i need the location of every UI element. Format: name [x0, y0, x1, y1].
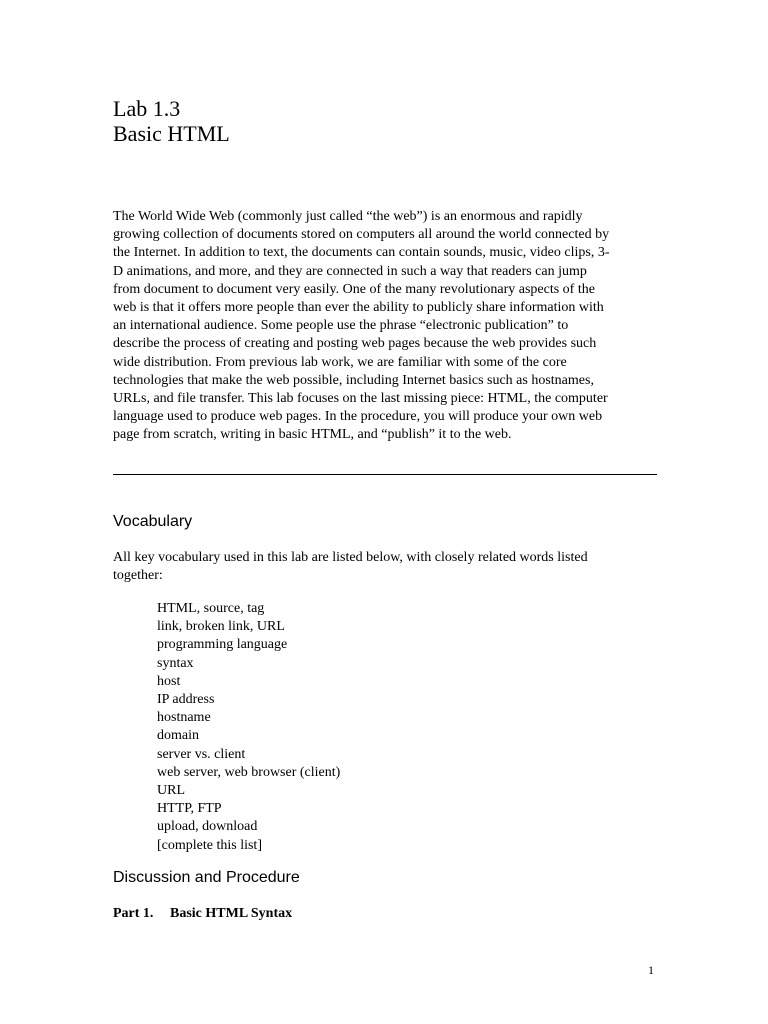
intro-line: page from scratch, writing in basic HTML, and “publish” it to the web.: [113, 427, 512, 443]
intro-line: an international audience. Some people use the phrase “electronic publication” to: [113, 318, 569, 334]
intro-line: URLs, and file transfer. This lab focuses on the last missing piece: HTML, the computer: [113, 391, 608, 407]
intro-line: the Internet. In addition to text, the documents can contain sounds, music, video clips, 3-: [113, 245, 610, 261]
vocabulary-item: IP address: [157, 692, 215, 708]
part-heading: [113, 905, 292, 923]
vocabulary-intro: [113, 549, 588, 585]
intro-line: web is that it offers more people than ever the ability to publicly share information with: [113, 300, 604, 316]
vocabulary-item: [complete this list]: [157, 837, 262, 853]
intro-line: language used to produce web pages. In the procedure, you will produce your own web: [113, 409, 603, 425]
vocabulary-item: link, broken link, URL: [157, 619, 285, 635]
discussion-heading: Discussion and Procedure: [113, 869, 300, 886]
vocabulary-item: server vs. client: [157, 746, 246, 762]
vocabulary-item: URL: [157, 783, 185, 799]
vocabulary-item: domain: [157, 728, 199, 744]
intro-line: D animations, and more, and they are connected in such a way that readers can jump: [113, 263, 587, 279]
lab-topic-title: Basic HTML: [113, 121, 230, 146]
intro-line: technologies that make the web possible, including Internet basics such as hostnames,: [113, 372, 594, 388]
vocabulary-item: HTML, source, tag: [157, 601, 265, 616]
intro-line: describe the process of creating and posting web pages because the web provides such: [113, 336, 597, 352]
vocabulary-item: hostname: [157, 710, 211, 726]
intro-paragraph: [113, 208, 673, 445]
vocabulary-intro-line: All key vocabulary used in this lab are listed below, with closely related words listed: [113, 550, 588, 565]
vocabulary-item: web server, web browser (client): [157, 764, 341, 780]
vocabulary-item: HTTP, FTP: [157, 801, 222, 817]
vocabulary-list: [157, 600, 340, 855]
intro-line: The World Wide Web (commonly just called “the web”) is an enormous and rapidly: [113, 209, 583, 224]
vocabulary-intro-line: together:: [113, 568, 163, 584]
vocabulary-item: host: [157, 673, 181, 689]
intro-line: from document to document very easily. One of the many revolutionary aspects of the: [113, 281, 595, 297]
lab-number-title: Lab 1.3: [113, 96, 181, 121]
vocabulary-item: upload, download: [157, 819, 258, 835]
vocabulary-item: syntax: [157, 655, 194, 671]
intro-line: growing collection of documents stored on computers all around the world connected by: [113, 227, 610, 243]
horizontal-divider: [113, 474, 657, 475]
intro-line: wide distribution. From previous lab work, we are familiar with some of the core: [113, 354, 567, 370]
vocabulary-item: programming language: [157, 637, 288, 653]
page-number: 1: [648, 963, 654, 977]
part-title: Basic HTML Syntax: [170, 906, 293, 921]
vocabulary-heading: Vocabulary: [113, 513, 193, 530]
part-number: Part 1.: [113, 906, 154, 921]
